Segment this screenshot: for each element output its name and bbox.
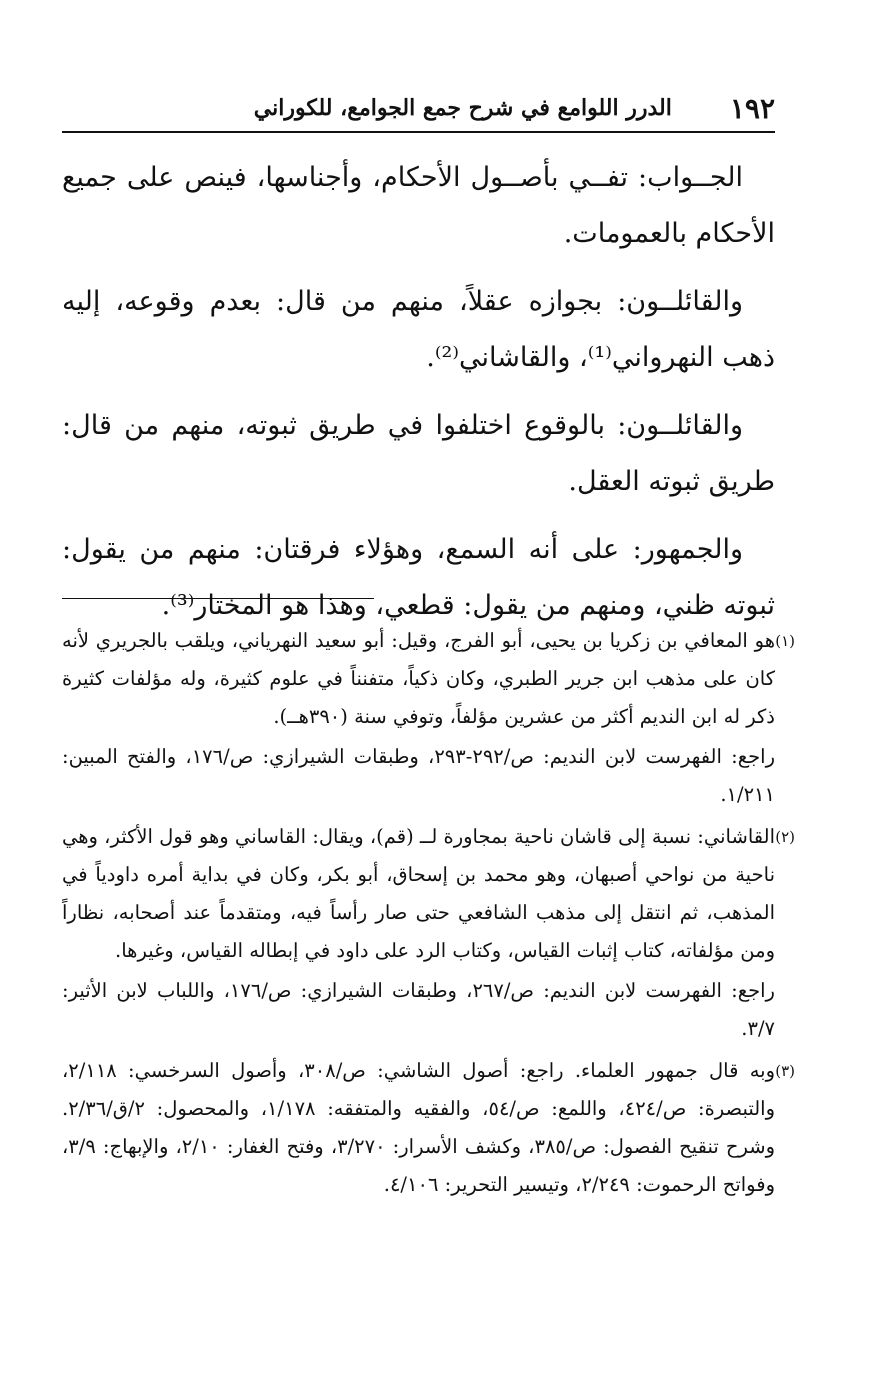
body-paragraph: والقائلــون: بجوازه عقلاً، منهم من قال: بعدم وقوعه، إليه ذهب النهرواني⁽¹⁾، والقاشاني⁽²⁾. bbox=[62, 286, 775, 373]
footnotes bbox=[62, 622, 795, 1208]
page-number: ١٩٢ bbox=[729, 91, 775, 125]
footnote-text: هو المعافي بن زكريا بن يحيى، أبو الفرج، وقيل: أبو سعيد النهرياني، ويلقب بالجريري لأنه كان على مذهب ابن جرير الطبري، وكان ذكياً، متفنناً في علوم كثيرة، وله مؤلفات كثيرة ذكر له ابن النديم أكثر من عشرين مؤلفاً، وتوفي سنة (٣٩٠هــ). bbox=[62, 629, 775, 728]
footnote-1 bbox=[62, 622, 795, 814]
footnote-body bbox=[62, 1052, 775, 1204]
footnote-body bbox=[62, 818, 775, 1048]
footnote-2 bbox=[62, 818, 795, 1048]
page-header bbox=[62, 86, 775, 130]
body-paragraph: الجــواب: تفــي بأصــول الأحكام، وأجناسها، فينص على جميع الأحكام بالعمومات. bbox=[62, 162, 775, 249]
footnote-text: وبه قال جمهور العلماء. راجع: أصول الشاشي: ص/٣٠٨، وأصول السرخسي: ٢/١١٨، والتبصرة: ص/٤٢٤، واللمع: ص/٥٤، والفقيه والمتفقه: ١/١٧٨، والمحصول: ٢/ق/٢/٣٦. وشرح تنقيح الفصول: ص/٣٨٥، وكشف الأسرار: ٣/٢٧٠، وفتح الغفار: ٢/١٠، والإبهاج: ٣/٩، وفواتح الرحموت: ٢/٢٤٩، وتيسير التحرير: ٤/١٠٦. bbox=[62, 1059, 776, 1196]
header-rule bbox=[62, 131, 775, 133]
footnote-body bbox=[62, 622, 775, 814]
body-paragraph: والقائلــون: بالوقوع اختلفوا في طريق ثبوته، منهم من قال: طريق ثبوته العقل. bbox=[62, 410, 775, 497]
footnote-3 bbox=[62, 1052, 795, 1204]
footnote-marker: (٢) bbox=[775, 828, 795, 846]
footnote-marker: (٣) bbox=[775, 1062, 795, 1080]
footnote-marker: (١) bbox=[775, 632, 795, 650]
body-paragraph: والجمهور: على أنه السمع، وهؤلاء فرقتان: منهم من يقول: ثبوته ظني، ومنهم من يقول: قطعي، وهذا هو المختار⁽³⁾. bbox=[62, 534, 775, 621]
footnote-divider bbox=[62, 598, 374, 599]
running-title: الدرر اللوامع في شرح جمع الجوامع، للكوراني bbox=[253, 95, 672, 121]
book-page bbox=[62, 0, 795, 1377]
footnote-reference: راجع: الفهرست لابن النديم: ص/٢٦٧، وطبقات الشيرازي: ص/١٧٦، واللباب لابن الأثير: ٣/٧. bbox=[62, 979, 775, 1040]
footnote-reference: راجع: الفهرست لابن النديم: ص/٢٩٢-٢٩٣، وطبقات الشيرازي: ص/١٧٦، والفتح المبين: ١/٢١١. bbox=[62, 745, 775, 806]
footnote-text: القاشاني: نسبة إلى قاشان ناحية بمجاورة لــ (قم)، ويقال: القاساني وهو قول الأكثر، وهي ناحية من نواحي أصبهان، وهو محمد بن إسحاق، أبو بكر، وكان في بداية أمره داودياً في المذهب، ثم انتقل إلى مذهب الشافعي حتى صار رأساً فيه، ومتقدماً عند أصحابه، نظاراً ومن مؤلفاته، كتاب إثبات القياس، وكتاب الرد على داود في إبطاله القياس، وغيرها. bbox=[62, 825, 775, 962]
main-text bbox=[62, 150, 775, 646]
